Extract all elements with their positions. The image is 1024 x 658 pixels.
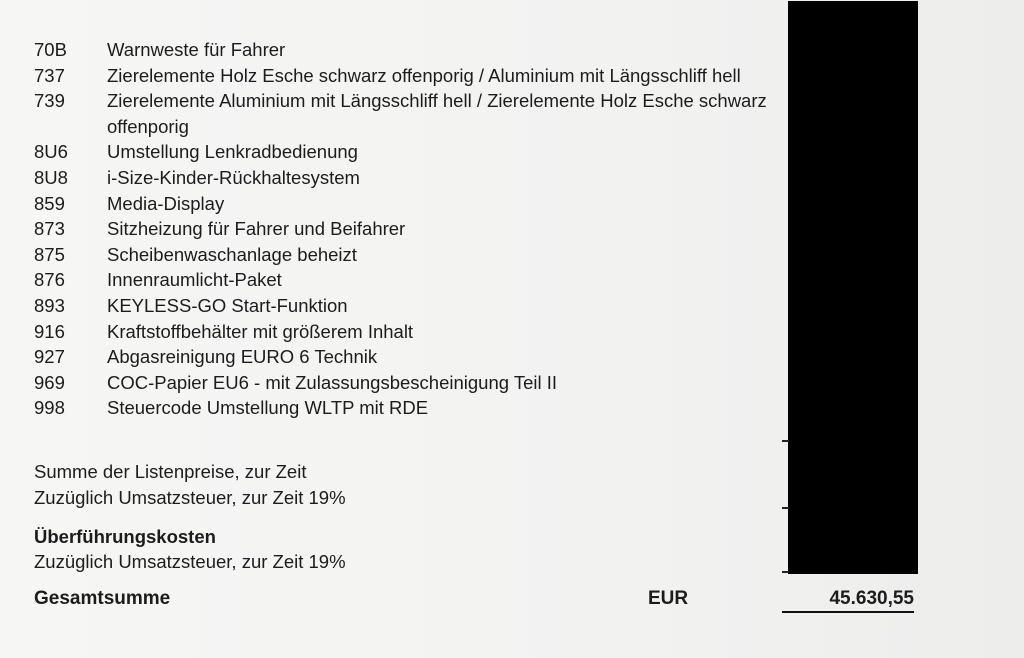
option-description: KEYLESS-GO Start-Funktion [107, 294, 348, 316]
option-description: Zierelemente Holz Esche schwarz offenporig / Aluminium mit Längsschliff hell [107, 64, 741, 86]
option-description: COC-Papier EU6 - mit Zulassungsbescheinigung Teil II [107, 371, 558, 393]
option-code: 739 [34, 90, 65, 112]
list-item [34, 267, 794, 293]
option-description: Media-Display [107, 192, 225, 214]
total-currency: EUR [648, 588, 689, 609]
option-description: Zierelemente Aluminium mit Längsschliff hell / Zierelemente Holz Esche schwarz offenporig [107, 90, 767, 137]
option-description: Abgasreinigung EURO 6 Technik [107, 346, 378, 368]
option-description: Innenraumlicht-Paket [107, 269, 282, 291]
list-item [34, 165, 794, 191]
list-price-sum-label: Summe der Listenpreise, zur Zeit [34, 461, 307, 482]
list-item [34, 191, 794, 217]
list-item [34, 293, 794, 319]
option-code: 927 [34, 346, 65, 368]
vat-label-2: Zuzüglich Umsatzsteuer, zur Zeit 19% [34, 551, 346, 572]
option-description: Steuercode Umstellung WLTP mit RDE [107, 397, 429, 419]
option-code: 876 [34, 269, 65, 291]
option-code: 998 [34, 397, 65, 419]
list-item [34, 242, 794, 268]
option-description: Sitzheizung für Fahrer und Beifahrer [107, 218, 406, 240]
option-code: 873 [34, 218, 65, 240]
amount-tick-mark [782, 440, 789, 442]
option-description: Warnweste für Fahrer [107, 39, 286, 60]
option-list [34, 37, 794, 421]
option-description: Kraftstoffbehälter mit größerem Inhalt [107, 320, 414, 342]
amount-tick-mark [782, 507, 789, 509]
list-item [34, 37, 794, 63]
option-code: 916 [34, 320, 65, 342]
option-description: Umstellung Lenkradbedienung [107, 141, 358, 163]
list-item [34, 395, 794, 421]
redaction-block [788, 1, 918, 574]
amount-tick-mark [782, 571, 789, 573]
list-item [34, 88, 794, 139]
option-code: 737 [34, 64, 65, 86]
vat-label-1: Zuzüglich Umsatzsteuer, zur Zeit 19% [34, 487, 346, 508]
total-label: Gesamtsumme [34, 588, 171, 609]
option-description: Scheibenwaschanlage beheizt [107, 243, 357, 265]
option-code: 893 [34, 294, 65, 316]
option-code: 70B [34, 39, 67, 60]
option-code: 859 [34, 192, 65, 214]
list-item [34, 319, 794, 345]
list-item [34, 139, 794, 165]
option-code: 8U8 [34, 166, 68, 188]
option-code: 8U6 [34, 141, 68, 163]
list-item [34, 370, 794, 396]
option-code: 969 [34, 371, 65, 393]
list-item [34, 344, 794, 370]
list-item [34, 216, 794, 242]
total-amount: 45.630,55 [829, 588, 914, 609]
list-item [34, 63, 794, 89]
option-code: 875 [34, 243, 65, 265]
total-underline [782, 611, 914, 613]
transfer-costs-label: Überführungskosten [34, 526, 216, 547]
option-description: i-Size-Kinder-Rückhaltesystem [107, 166, 360, 188]
